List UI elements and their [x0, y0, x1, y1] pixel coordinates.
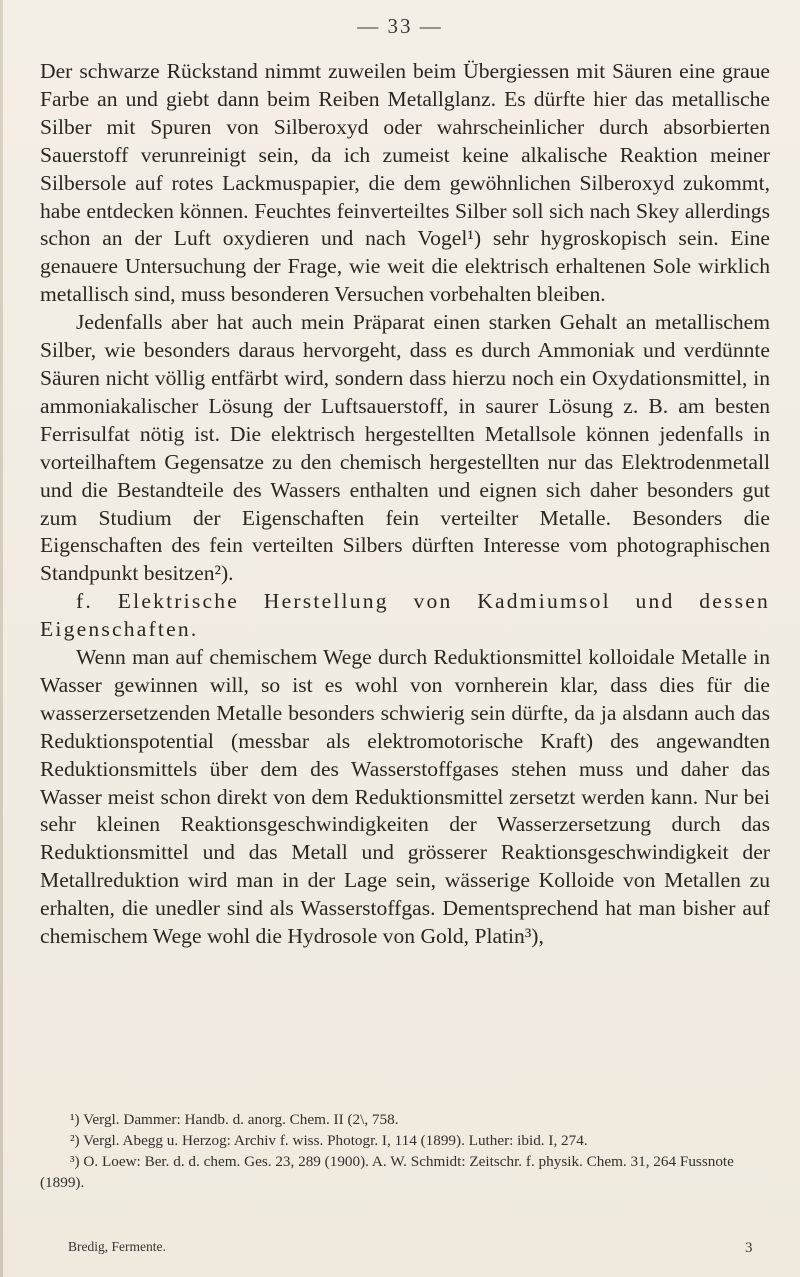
footnote-1: ¹) Vergl. Dammer: Handb. d. anorg. Chem. II (2\, 758.: [70, 1111, 399, 1128]
footnote-3: ³) O. Loew: Ber. d. d. chem. Ges. 23, 289 (1900). A. W. Schmidt: Zeitschr. f. physik. Chem. 31, 264 Fussnote (1899).: [40, 1153, 734, 1191]
paragraph-silver-content: Jedenfalls aber hat auch mein Präparat einen starken Gehalt an metallischem Silber, wie besonders daraus hervorgeht, dass es durch Ammoniak und verdünnte Säuren nicht völlig entfärbt wird, sondern dass hierzu noch ein Oxydationsmittel, in ammoniakalischer Lösung der Luftsauerstoff, in saurer Lösung z. B. am besten Ferrisulfat nötig ist. Die elektrisch hergestellten Metallsole können jedenfalls in vorteilhaftem Gegensatze zu den chemisch hergestellten nur das Elektrodenmetall und die Bestandteile des Wassers enthalten und eignen sich daher besonders gut zum Studium der Eigenschaften fein verteilter Metalle. Besonders die Eigenschaften des fein verteilten Silbers dürften Interesse vom photographischen Standpunkt besitzen²).: [40, 310, 770, 586]
footnote-2: ²) Vergl. Abegg u. Herzog: Archiv f. wiss. Photogr. I, 114 (1899). Luther: ibid. I, 274.: [70, 1132, 588, 1149]
body-text: [40, 58, 770, 951]
printer-signature: Bredig, Fermente.: [68, 1239, 166, 1254]
footnotes: [40, 1109, 770, 1193]
signature-mark: 3: [745, 1240, 753, 1256]
page-number: — 33 —: [357, 14, 443, 38]
paragraph-reduction: Wenn man auf chemischem Wege durch Reduktionsmittel kolloidale Metalle in Wasser gewinnen will, so ist es wohl von vornherein klar, dass dies für die wasserzersetzenden Metalle besonders schwierig sein dürfte, da ja alsdann auch das Reduktionspotential (messbar als elektromotorische Kraft) des angewandten Reduktionsmittels über dem des Wasserstoffgases stehen muss und daher das Wasser meist schon direkt von dem Reduktionsmittel zersetzt werden kann. Nur bei sehr kleinen Reaktionsgeschwindigkeiten der Wasserzersetzung durch das Reduktionsmittel und das Metall und grösserer Reaktionsgeschwindigkeit der Metallreduktion wird man in der Lage sein, wässerige Kolloide von Metallen zu erhalten, die unedler sind als Wasserstoffgas. Dementsprechend hat man bisher auf chemischem Wege wohl die Hydrosole von Gold, Platin³),: [40, 645, 770, 949]
page-edge: [0, 0, 3, 1277]
section-heading: f. Elektrische Herstellung von Kadmiumsol und dessen Eigenschaften.: [40, 589, 770, 642]
paragraph-residue: Der schwarze Rückstand nimmt zuweilen beim Übergiessen mit Säuren eine graue Farbe an und giebt dann beim Reiben Metallglanz. Es dürfte hier das metallische Silber mit Spuren von Silberoxyd oder wahrscheinlicher durch absorbierten Sauerstoff verunreinigt sein, da ich zumeist keine alkalische Reaktion meiner Silbersole auf rotes Lackmuspapier, die dem gewöhnlichen Silberoxyd zukommt, habe entdecken können. Feuchtes feinverteiltes Silber soll sich nach Skey allerdings schon an der Luft oxydieren und nach Vogel¹) sehr hygroskopisch sein. Eine genauere Untersuchung der Frage, wie weit die elektrisch erhaltenen Sole wirklich metallisch sind, muss besonderen Versuchen vorbehalten bleiben.: [40, 59, 770, 307]
